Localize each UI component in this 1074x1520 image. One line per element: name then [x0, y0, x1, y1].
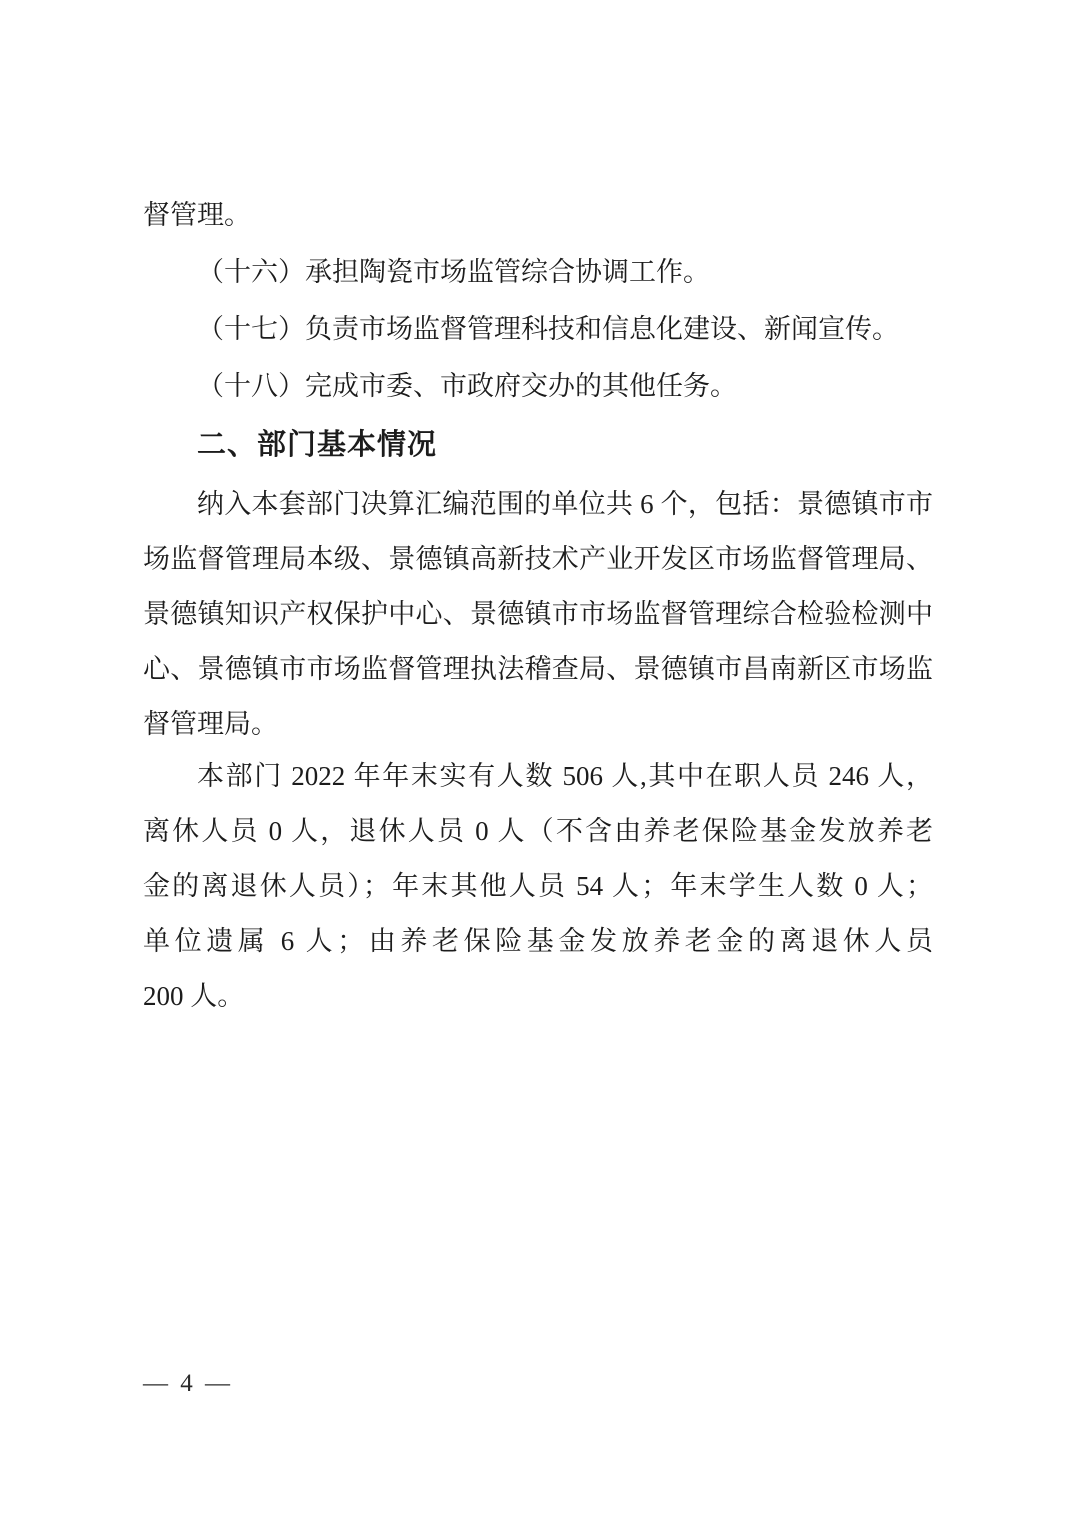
continuation-line: 督管理。 [143, 200, 251, 230]
paragraph-units-line-2: 场监督管理局本级、景德镇高新技术产业开发区市场监督管理局、 [143, 544, 933, 574]
list-item-17: （十七）负责市场监督管理科技和信息化建设、新闻宣传。 [197, 314, 899, 344]
paragraph-staff-line-2: 离休人员 0 人，退休人员 0 人（不含由养老保险基金发放养老 [143, 816, 933, 846]
section-heading: 二、部门基本情况 [197, 429, 438, 461]
paragraph-units-line-1: 纳入本套部门决算汇编范围的单位共 6 个，包括：景德镇市市 [197, 489, 933, 519]
paragraph-units-line-5: 督管理局。 [143, 709, 278, 739]
paragraph-staff-line-5: 200 人。 [143, 981, 245, 1011]
page-number: — 4 — [143, 1370, 233, 1397]
paragraph-units-line-3: 景德镇知识产权保护中心、景德镇市市场监督管理综合检验检测中 [143, 599, 933, 629]
list-item-18: （十八）完成市委、市政府交办的其他任务。 [197, 371, 737, 401]
paragraph-staff-line-4: 单位遗属 6 人；由养老保险基金发放养老金的离退休人员 [143, 926, 933, 956]
paragraph-units-line-4: 心、景德镇市市场监督管理执法稽查局、景德镇市昌南新区市场监 [143, 654, 933, 684]
list-item-16: （十六）承担陶瓷市场监管综合协调工作。 [197, 257, 710, 287]
paragraph-staff-line-3: 金的离退休人员）；年末其他人员 54 人；年末学生人数 0 人； [143, 871, 933, 901]
paragraph-staff-line-1: 本部门 2022 年年末实有人数 506 人,其中在职人员 246 人， [197, 761, 933, 791]
